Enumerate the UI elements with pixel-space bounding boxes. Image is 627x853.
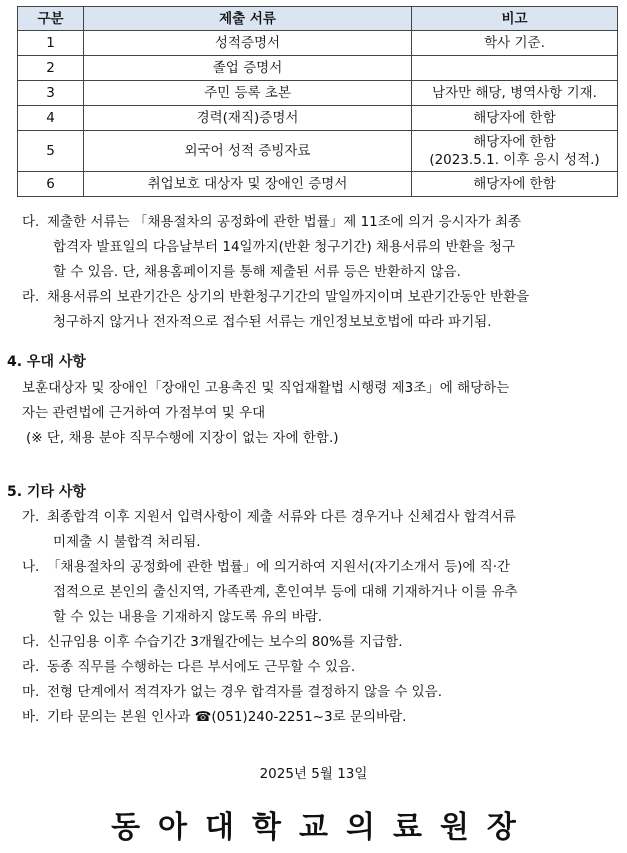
row-remark (412, 131, 618, 172)
section-4-body (0, 376, 627, 451)
section-4-paragraph (0, 376, 627, 451)
row-number: 6 (18, 172, 84, 197)
note-line: 접적으로 본인의 출신지역, 가족관계, 혼인여부 등에 대해 기재하거나 이를 유추 (53, 584, 518, 600)
section-5-title: 5. 기타 사항 (7, 484, 86, 500)
note-marker: 라. (22, 289, 40, 305)
header-category: 구분 (18, 7, 84, 31)
note-marker: 가. (22, 509, 40, 525)
note-line: 청구하지 않거나 전자적으로 접수된 서류는 개인정보보호법에 따라 파기됨. (53, 314, 492, 330)
row-document: 졸업 증명서 (84, 56, 412, 81)
table-row (18, 31, 618, 56)
note-item (0, 210, 627, 285)
note-line: 기타 문의는 본원 인사과 ☎(051)240-2251~3로 문의바람. (47, 709, 407, 725)
documents-table (17, 6, 618, 197)
table-row (18, 56, 618, 81)
note-line: 할 수 있는 내용을 기재하지 않도록 유의 바람. (53, 609, 323, 625)
row-document: 주민 등록 초본 (84, 81, 412, 106)
section-5-body (0, 505, 627, 730)
table-row (18, 172, 618, 197)
section-4-line: (※ 단, 채용 분야 직무수행에 지장이 없는 자에 한함.) (26, 430, 339, 446)
row-number: 5 (18, 131, 84, 172)
note-line: 동종 직무를 수행하는 다른 부서에도 근무할 수 있음. (47, 659, 356, 675)
note-item (0, 285, 627, 335)
issuer-name: 동아대학교의료원장 (111, 810, 534, 845)
note-item (0, 555, 627, 630)
row-number: 1 (18, 31, 84, 56)
note-marker: 바. (22, 709, 40, 725)
note-line: 「채용절차의 공정화에 관한 법률」에 의거하여 지원서(자기소개서 등)에 직·간 (47, 559, 511, 575)
note-item (0, 630, 627, 655)
row-remark (412, 56, 618, 81)
note-item (0, 680, 627, 705)
row-remark-line: 해당자에 한함 (473, 134, 556, 150)
row-document: 취업보호 대상자 및 장애인 증명서 (84, 172, 412, 197)
header-documents: 제출 서류 (84, 7, 412, 31)
row-remark: 남자만 해당, 병역사항 기재. (412, 81, 618, 106)
table-row (18, 81, 618, 106)
header-remarks: 비고 (412, 7, 618, 31)
row-remark: 해당자에 한함 (412, 172, 618, 197)
note-marker: 라. (22, 659, 40, 675)
note-line: 할 수 있음. 단, 채용홈페이지를 통해 제출된 서류 등은 반환하지 않음. (53, 264, 461, 280)
note-line: 전형 단계에서 적격자가 없는 경우 합격자를 결정하지 않을 수 있음. (47, 684, 443, 700)
note-marker: 다. (22, 214, 40, 230)
notes-top (0, 210, 627, 335)
issue-date: 2025년 5월 13일 (259, 766, 368, 782)
row-number: 2 (18, 56, 84, 81)
note-item (0, 505, 627, 555)
row-document: 외국어 성적 증빙자료 (84, 131, 412, 172)
note-marker: 마. (22, 684, 40, 700)
row-document: 성적증명서 (84, 31, 412, 56)
note-marker: 나. (22, 559, 40, 575)
table-header-row (18, 7, 618, 31)
section-4-line: 자는 관련법에 근거하여 가점부여 및 우대 (22, 405, 266, 421)
section-4-line: 보훈대상자 및 장애인「장애인 고용촉진 및 직업재활법 시행령 제3조」에 해당하는 (22, 380, 510, 396)
section-4-title: 4. 우대 사항 (7, 354, 86, 370)
row-document: 경력(재직)증명서 (84, 106, 412, 131)
table-row (18, 131, 618, 172)
note-line: 합격자 발표일의 다음날부터 14일까지(반환 청구기간) 채용서류의 반환을 청구 (53, 239, 516, 255)
note-line: 최종합격 이후 지원서 입력사항이 제출 서류와 다른 경우거나 신체검사 합격서류 (47, 509, 516, 525)
note-line: 신규임용 이후 수습기간 3개월간에는 보수의 80%를 지급함. (47, 634, 403, 650)
note-line: 미제출 시 불합격 처리됨. (53, 534, 201, 550)
note-line: 채용서류의 보관기간은 상기의 반환청구기간의 말일까지이며 보관기간동안 반환을 (47, 289, 530, 305)
note-marker: 다. (22, 634, 40, 650)
note-line: 제출한 서류는 「채용절차의 공정화에 관한 법률」제 11조에 의거 응시자가 최종 (47, 214, 522, 230)
table-row (18, 106, 618, 131)
row-number: 3 (18, 81, 84, 106)
note-item (0, 655, 627, 680)
row-number: 4 (18, 106, 84, 131)
note-item (0, 705, 627, 730)
row-remark: 해당자에 한함 (412, 106, 618, 131)
row-remark: 학사 기준. (412, 31, 618, 56)
row-remark-line: (2023.5.1. 이후 응시 성적.) (429, 152, 600, 168)
